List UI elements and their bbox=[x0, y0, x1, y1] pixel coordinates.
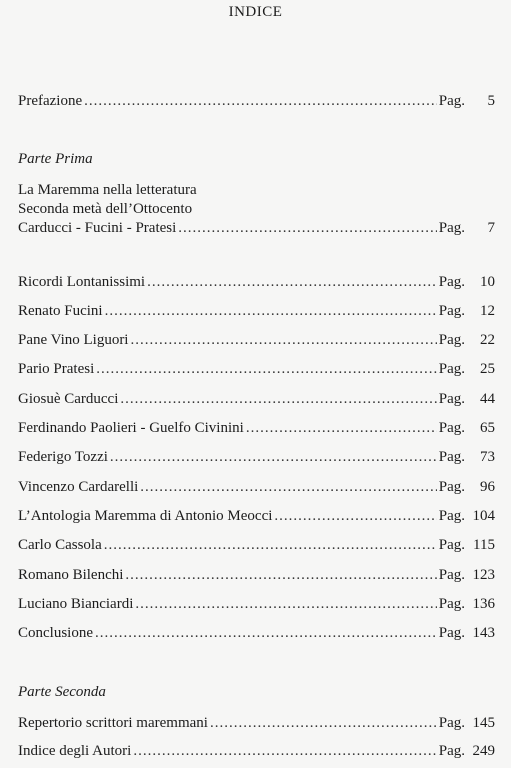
pag-label: Pag. bbox=[438, 361, 465, 377]
toc-entry-label: Romano Bilenchi bbox=[18, 567, 124, 583]
dot-leader bbox=[105, 302, 437, 320]
toc-entry-label: Indice degli Autori bbox=[18, 743, 132, 759]
page-number: 25 bbox=[480, 361, 495, 377]
pag-label: Pag. bbox=[438, 743, 465, 759]
pag-label: Pag. bbox=[438, 508, 465, 524]
page-number: 10 bbox=[480, 274, 495, 290]
toc-entry-label: Renato Fucini bbox=[18, 303, 103, 319]
page-number: 7 bbox=[487, 220, 495, 236]
toc-entry-label: L’Antologia Maremma di Antonio Meocci bbox=[18, 508, 273, 524]
toc-entry-label: Prefazione bbox=[18, 93, 83, 109]
dot-leader bbox=[96, 360, 437, 378]
dot-leader bbox=[147, 273, 437, 291]
dot-leader bbox=[104, 536, 437, 554]
dot-leader bbox=[274, 507, 436, 525]
page-number: 104 bbox=[472, 508, 495, 524]
pag-label: Pag. bbox=[438, 274, 465, 290]
pag-label: Pag. bbox=[438, 537, 465, 553]
toc-entry-label: Ferdinando Paolieri - Guelfo Civinini bbox=[18, 420, 244, 436]
toc-entry-label: Carducci - Fucini - Pratesi bbox=[18, 220, 177, 236]
toc-entry[interactable] bbox=[18, 478, 495, 496]
pag-label: Pag. bbox=[438, 420, 465, 436]
page-number: 143 bbox=[472, 625, 495, 641]
toc-entry-label: Luciano Bianciardi bbox=[18, 596, 134, 612]
page-number: 12 bbox=[480, 303, 495, 319]
dot-leader bbox=[84, 92, 437, 110]
pag-label: Pag. bbox=[438, 479, 465, 495]
toc-entry[interactable] bbox=[18, 419, 495, 437]
pag-label: Pag. bbox=[438, 449, 465, 465]
pag-label: Pag. bbox=[438, 715, 465, 731]
dot-leader bbox=[125, 566, 436, 584]
toc-entry[interactable] bbox=[18, 595, 495, 613]
page-number: 5 bbox=[487, 93, 495, 109]
pag-label: Pag. bbox=[438, 596, 465, 612]
page-number: 73 bbox=[480, 449, 495, 465]
toc-entry-label: Pario Pratesi bbox=[18, 361, 95, 377]
toc-entry-label: Pane Vino Liguori bbox=[18, 332, 129, 348]
toc-entry-label: Carlo Cassola bbox=[18, 537, 102, 553]
page-number: 145 bbox=[472, 715, 495, 731]
page-number: 22 bbox=[480, 332, 495, 348]
toc-entry[interactable] bbox=[18, 273, 495, 291]
toc-entry-label: Ricordi Lontanissimi bbox=[18, 274, 146, 290]
dot-leader bbox=[135, 595, 436, 613]
toc-entry[interactable] bbox=[18, 390, 495, 408]
toc-entry[interactable] bbox=[18, 536, 495, 554]
pag-label: Pag. bbox=[438, 220, 465, 236]
dot-leader bbox=[120, 390, 436, 408]
toc-entry[interactable] bbox=[18, 566, 495, 584]
page-number: 44 bbox=[480, 391, 495, 407]
toc-entry[interactable] bbox=[18, 331, 495, 349]
section-heading-line-2: Seconda metà dell’Ottocento bbox=[18, 201, 193, 217]
toc-entry[interactable] bbox=[18, 742, 495, 760]
toc-entry-label: Repertorio scrittori maremmani bbox=[18, 715, 208, 731]
section-heading-line-1: La Maremma nella letteratura bbox=[18, 182, 197, 198]
dot-leader bbox=[140, 478, 436, 496]
page-number: 249 bbox=[472, 743, 495, 759]
toc-entry[interactable] bbox=[18, 448, 495, 466]
page-number: 65 bbox=[480, 420, 495, 436]
toc-entry-label: Vincenzo Cardarelli bbox=[18, 479, 139, 495]
toc-entry[interactable] bbox=[18, 714, 495, 732]
toc-entry-carducci-fucini-pratesi[interactable] bbox=[18, 219, 495, 237]
pag-label: Pag. bbox=[438, 567, 465, 583]
page-number: 115 bbox=[473, 537, 495, 553]
dot-leader bbox=[210, 714, 437, 732]
toc-entry[interactable] bbox=[18, 302, 495, 320]
pag-label: Pag. bbox=[438, 625, 465, 641]
page-number: 123 bbox=[472, 567, 495, 583]
toc-entry-label: Federigo Tozzi bbox=[18, 449, 108, 465]
section-title-parte-prima: Parte Prima bbox=[18, 151, 93, 167]
page-title: INDICE bbox=[228, 4, 283, 20]
page-number: 136 bbox=[472, 596, 495, 612]
dot-leader bbox=[110, 448, 437, 466]
dot-leader bbox=[95, 624, 437, 642]
section-title-parte-seconda: Parte Seconda bbox=[18, 684, 106, 700]
toc-entry-prefazione[interactable] bbox=[18, 92, 495, 110]
pag-label: Pag. bbox=[438, 93, 465, 109]
dot-leader bbox=[246, 419, 437, 437]
toc-entry[interactable] bbox=[18, 624, 495, 642]
dot-leader bbox=[178, 219, 436, 237]
dot-leader bbox=[130, 331, 436, 349]
pag-label: Pag. bbox=[438, 303, 465, 319]
toc-entry-label: Conclusione bbox=[18, 625, 93, 641]
toc-entry[interactable] bbox=[18, 360, 495, 378]
pag-label: Pag. bbox=[438, 391, 465, 407]
page-number: 96 bbox=[480, 479, 495, 495]
pag-label: Pag. bbox=[438, 332, 465, 348]
toc-entry-label: Giosuè Carducci bbox=[18, 391, 119, 407]
toc-entry[interactable] bbox=[18, 507, 495, 525]
dot-leader bbox=[133, 742, 436, 760]
